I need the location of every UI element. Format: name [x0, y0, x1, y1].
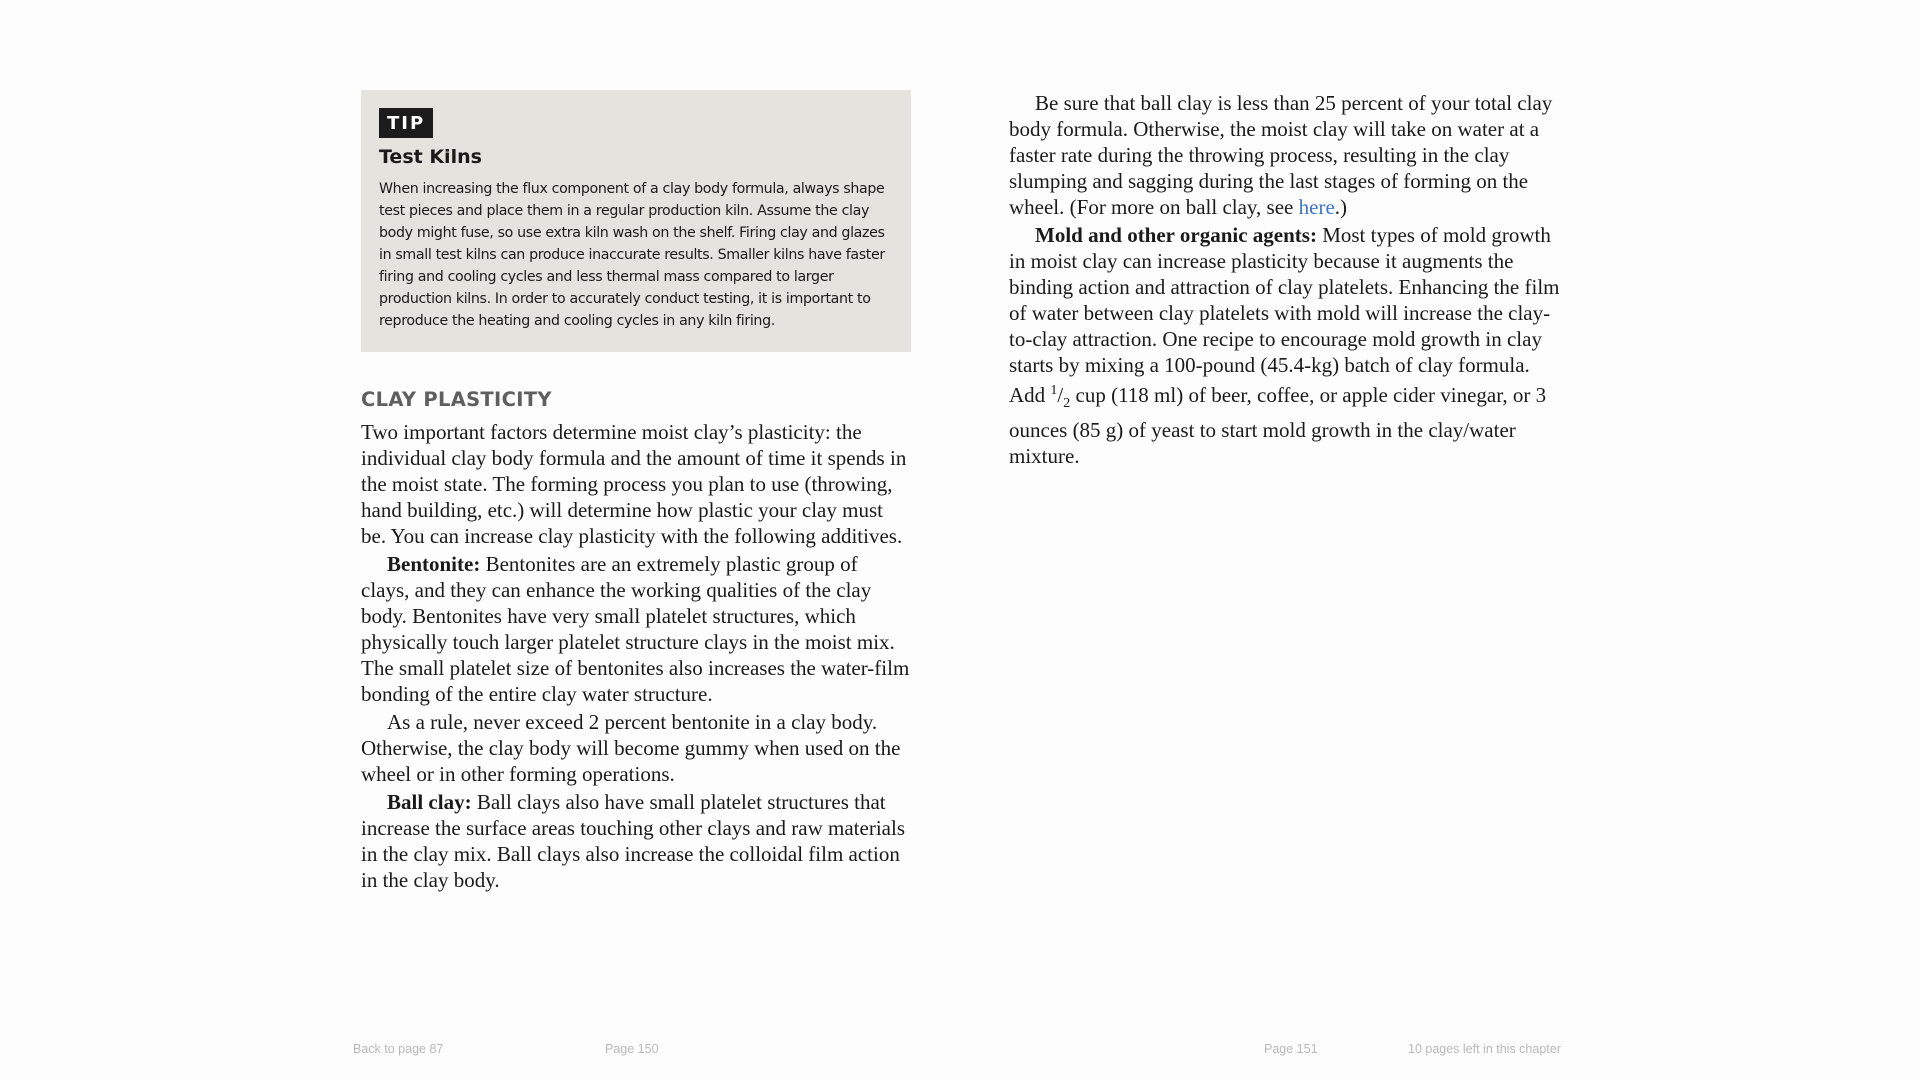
tip-text: When increasing the flux component of a clay body formula, always shape test pieces and place them in a regular production kiln. Assume the clay body might fuse, so use extra kiln wash on the shelf. Firing clay and glazes in small test kilns can produce inaccurate results. Smaller kilns have faster firing and cooling cycles and less thermal mass compared to larger production kilns. In order to accurately conduct testing, it is important to reproduce the heating and cooling cycles in any kiln firing. — [379, 180, 885, 329]
right-page-number: Page 151 — [1264, 1042, 1318, 1056]
ballclay-term: Ball clay: — [387, 789, 472, 814]
left-page-number: Page 150 — [605, 1042, 659, 1056]
pages-left-indicator: 10 pages left in this chapter — [1408, 1042, 1561, 1056]
fraction-numerator: 1 — [1050, 383, 1058, 398]
ballclay-note-text: Be sure that ball clay is less than 25 percent of your total clay body formula. Otherwise, the moist clay will take on water at a faster rate during the throwing process, resulting in the clay slumping and sagging during the last stages of forming on the wheel. (For more on ball clay, see — [1009, 91, 1553, 219]
section-heading: CLAY PLASTICITY — [361, 387, 552, 411]
bentonite-text: Bentonites are an extremely plastic group of clays, and they can enhance the working qualities of the clay body. Bentonites have very small platelet structures, which physically touch larger platelet structure clays in the moist mix. The small platelet size of bentonites also increases the water-film bonding of the entire clay water structure. — [361, 551, 910, 706]
tip-title: Test Kilns — [379, 145, 482, 168]
ballclay-paragraph — [361, 789, 911, 893]
right-page — [1009, 90, 1564, 471]
ballclay-text: Ball clays also have small platelet structures that increase the surface areas touching other clays and raw materials in the clay mix. Ball clays also increase the colloidal film action in the clay body. — [361, 789, 905, 892]
mold-paragraph: Mold and other organic agents: Most types of mold growth in moist clay can increase plasticity because it augments the binding action and attraction of clay platelets. Enhancing the film of water between clay platelets with mold will increase the clay-to-clay attraction. One recipe to encourage mold growth in clay starts by mixing a 100-pound (45.4-kg) batch of clay formula. Add $^1/_2$ cup (118 ml) of beer, coffee, or apple cider vinegar, or 3 ounces (85 g) of yeast to start mold growth in the clay/water mixture. — [1009, 223, 1560, 469]
ballclay-note-end: .) — [1334, 195, 1348, 219]
bentonite-paragraph — [361, 551, 911, 707]
back-to-page-link[interactable]: Back to page 87 — [353, 1042, 444, 1056]
mold-term: Mold and other organic agents: — [1035, 223, 1317, 247]
ballclay-note-paragraph — [1009, 90, 1564, 220]
rule-paragraph: As a rule, never exceed 2 percent bentonite in a clay body. Otherwise, the clay body will become gummy when used on the wheel or in other forming operations. — [361, 709, 901, 786]
left-page — [361, 90, 911, 895]
mold-text-end: cup (118 ml) of beer, coffee, or apple cider vinegar, or 3 ounces (85 g) of yeast to start mold growth in the clay/water mixture. — [1009, 383, 1547, 469]
intro-paragraph: Two important factors determine moist clay’s plasticity: the individual clay body formula and the amount of time it spends in the moist state. The forming process you plan to use (throwing, hand building, etc.) will determine how plastic your clay must be. You can increase clay plasticity with the following additives. — [361, 419, 907, 548]
here-link[interactable]: here — [1298, 195, 1335, 219]
mold-text: Most types of mold growth in moist clay can increase plasticity because it augments the binding action and attraction of clay platelets. Enhancing the film of water between clay platelets with mold will increase the clay-to-clay attraction. One recipe to encourage mold growth in clay starts by mixing a 100-pound (45.4-kg) batch of clay formula. Add — [1009, 223, 1560, 407]
bentonite-term: Bentonite: — [387, 551, 481, 576]
tip-box — [361, 90, 911, 352]
fraction-denominator: 2 — [1063, 396, 1071, 412]
tip-tag: TIP — [379, 108, 433, 138]
